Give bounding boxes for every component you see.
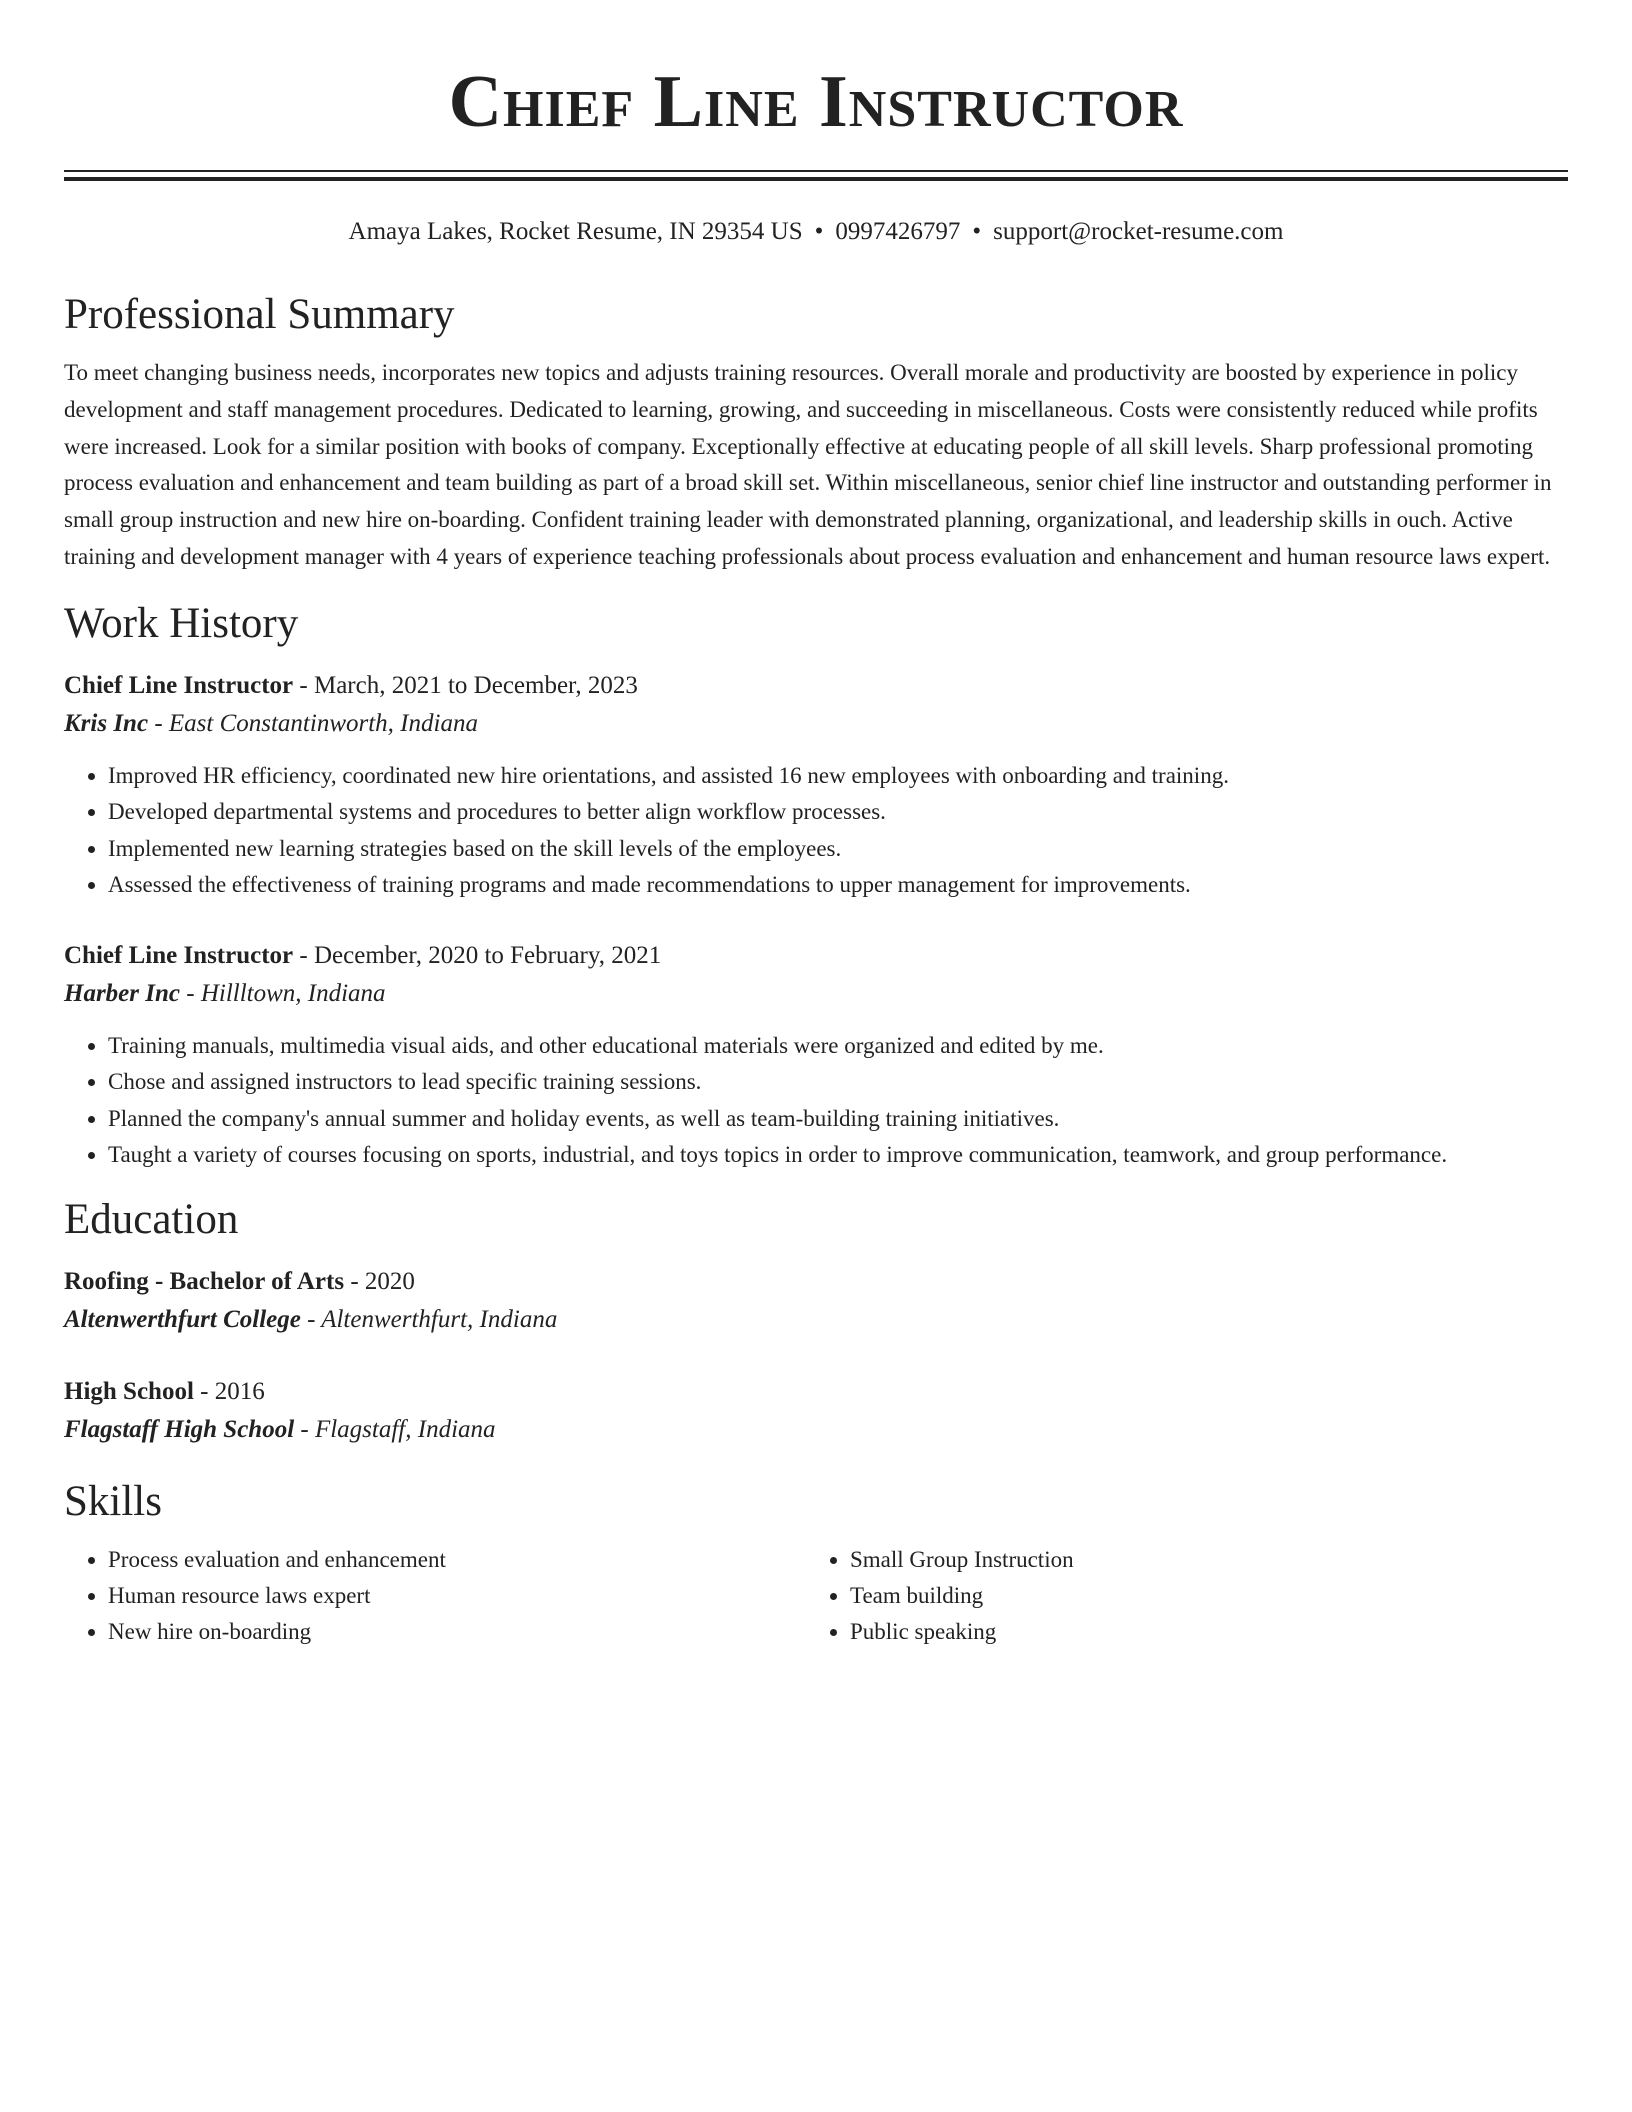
contact-phone: 0997426797 bbox=[835, 218, 961, 245]
skill-item: • Public speaking bbox=[850, 1614, 1548, 1650]
dash: - bbox=[293, 671, 314, 699]
contact-line bbox=[64, 215, 1568, 249]
dash: - bbox=[294, 1415, 315, 1443]
job-company-line bbox=[64, 704, 1568, 744]
education-entry bbox=[64, 1264, 1568, 1340]
education-school-line bbox=[64, 1410, 1568, 1450]
dash: - bbox=[293, 941, 314, 969]
education-location: Flagstaff, Indiana bbox=[314, 1415, 496, 1443]
job-company: Harber Inc bbox=[64, 979, 180, 1007]
skill-item: • New hire on-boarding bbox=[108, 1614, 806, 1650]
contact-separator: • bbox=[814, 218, 824, 245]
job-bullet: • Assessed the effectiveness of training programs and made recommendations to upper management for improvements. bbox=[108, 867, 1568, 904]
job-dates: December, 2020 to February, 2021 bbox=[313, 941, 662, 969]
dash: - bbox=[193, 1377, 215, 1405]
job-bullets bbox=[64, 1028, 1568, 1174]
education-school: Flagstaff High School bbox=[64, 1415, 295, 1443]
job-bullet: • Chose and assigned instructors to lead specific training sessions. bbox=[108, 1064, 1568, 1101]
job-title-line bbox=[64, 938, 1568, 974]
job-bullet: • Implemented new learning strategies based on the skill levels of the employees. bbox=[108, 831, 1568, 868]
contact-email: support@rocket-resume.com bbox=[993, 218, 1284, 245]
job-company-line bbox=[64, 974, 1568, 1014]
job-bullet: • Taught a variety of courses focusing on sports, industrial, and toys topics in order to improve communication, teamwork, and group performance. bbox=[108, 1137, 1568, 1174]
skills-columns bbox=[64, 1542, 1568, 1650]
education-entry bbox=[64, 1374, 1568, 1450]
job-bullet: • Planned the company's annual summer and holiday events, as well as team-building training initiatives. bbox=[108, 1101, 1568, 1138]
education-year: 2016 bbox=[214, 1377, 265, 1405]
education-heading: Education bbox=[64, 1195, 239, 1243]
job-title-line bbox=[64, 668, 1568, 704]
job-title: Chief Line Instructor bbox=[64, 671, 294, 699]
education-degree-line bbox=[64, 1374, 1568, 1410]
job-entry bbox=[64, 668, 1568, 904]
job-location: Hillltown, Indiana bbox=[200, 979, 386, 1007]
skill-item: • Human resource laws expert bbox=[108, 1578, 806, 1614]
contact-separator: • bbox=[972, 218, 982, 245]
education-school-line bbox=[64, 1300, 1568, 1340]
dash: - bbox=[148, 709, 169, 737]
education-degree-line bbox=[64, 1264, 1568, 1300]
skills-heading: Skills bbox=[64, 1477, 162, 1525]
education-year: 2020 bbox=[364, 1267, 415, 1295]
job-dates: March, 2021 to December, 2023 bbox=[313, 671, 638, 699]
dash: - bbox=[344, 1267, 365, 1295]
dash: - bbox=[179, 979, 201, 1007]
education-location: Altenwerthfurt, Indiana bbox=[321, 1305, 558, 1333]
job-entry bbox=[64, 938, 1568, 1174]
education-degree: High School bbox=[64, 1377, 194, 1405]
skill-item: • Process evaluation and enhancement bbox=[108, 1542, 806, 1578]
job-company: Kris Inc bbox=[64, 709, 149, 737]
education-school: Altenwerthfurt College bbox=[64, 1305, 301, 1333]
job-bullets bbox=[64, 758, 1568, 904]
dash: - bbox=[300, 1305, 322, 1333]
skills-list-left bbox=[64, 1542, 806, 1650]
skill-item: • Small Group Instruction bbox=[850, 1542, 1548, 1578]
work-history-heading: Work History bbox=[64, 599, 299, 647]
resume-title: Chief Line Instructor bbox=[448, 61, 1184, 143]
title-double-rule bbox=[64, 170, 1568, 181]
skills-list-right bbox=[806, 1542, 1548, 1650]
job-location: East Constantinworth, Indiana bbox=[168, 709, 478, 737]
job-bullet: • Improved HR efficiency, coordinated new hire orientations, and assisted 16 new employees with onboarding and training. bbox=[108, 758, 1568, 795]
education-degree: Roofing - Bachelor of Arts bbox=[64, 1267, 345, 1295]
job-title: Chief Line Instructor bbox=[64, 941, 294, 969]
summary-heading: Professional Summary bbox=[64, 291, 455, 338]
skill-item: • Team building bbox=[850, 1578, 1548, 1614]
summary-text: To meet changing business needs, incorporates new topics and adjusts training resources. Overall morale and productivity are boosted by experience in policy development and staff management procedures. Dedicated to learning, growing, and succeeding in miscellaneous. Costs were consistently reduced while profits were increased. Look for a similar position with books of company. Exceptionally effective at educating people of all skill levels. Sharp professional promoting process evaluation and enhancement and team building as part of a broad skill set. Within miscellaneous, senior chief line instructor and outstanding performer in small group instruction and new hire on-boarding. Confident training leader with demonstrated planning, organizational, and leadership skills in ouch. Active training and development manager with 4 years of experience teaching professionals about process evaluation and enhancement and human resource laws expert. bbox=[64, 360, 1552, 569]
contact-address: Amaya Lakes, Rocket Resume, IN 29354 US bbox=[348, 218, 803, 245]
job-bullet: • Training manuals, multimedia visual aids, and other educational materials were organized and edited by me. bbox=[108, 1028, 1568, 1065]
job-bullet: • Developed departmental systems and procedures to better align workflow processes. bbox=[108, 794, 1568, 831]
